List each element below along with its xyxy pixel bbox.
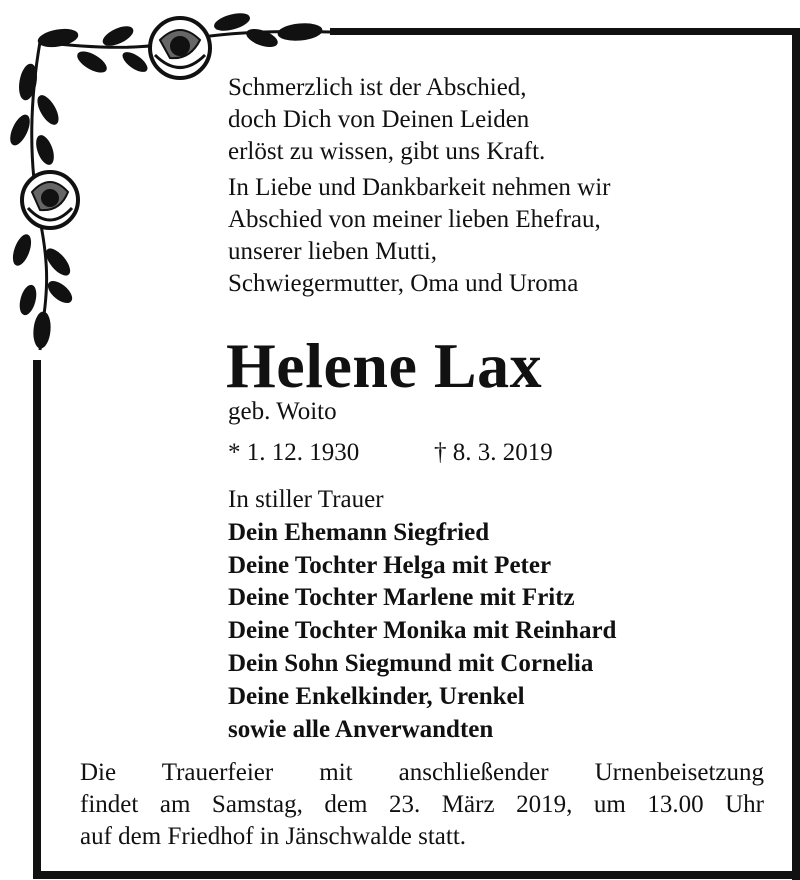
life-dates — [228, 438, 553, 468]
intro-line: Abschied von meiner lieben Ehefrau, — [228, 206, 601, 233]
intro-line: Schwiegermutter, Oma und Uroma — [228, 270, 579, 297]
intro-line: unserer lieben Mutti, — [228, 238, 437, 265]
frame-bottom-border — [33, 871, 800, 879]
intro-line: Schmerzlich ist der Abschied, — [228, 74, 527, 101]
frame-top-border — [330, 28, 800, 35]
birth-date: * 1. 12. 1930 — [228, 439, 360, 466]
intro-line: doch Dich von Deinen Leiden — [228, 106, 530, 133]
intro-line: erlöst zu wissen, gibt uns Kraft. — [228, 138, 546, 165]
mourner-item: Deine Enkelkinder, Urenkel — [228, 682, 525, 710]
funeral-line: findet am Samstag, dem 23. März 2019, um 13.00 Uhr — [80, 791, 764, 818]
mourner-item: Deine Tochter Monika mit Reinhard — [228, 617, 617, 645]
mourner-item: Dein Sohn Siegmund mit Cornelia — [228, 649, 594, 677]
maiden-name: geb. Woito — [228, 398, 337, 425]
deceased-name: Helene Lax — [226, 330, 543, 401]
intro-verse — [228, 72, 611, 300]
mourner-item: Deine Tochter Helga mit Peter — [228, 551, 552, 579]
frame-right-border — [792, 28, 800, 880]
funeral-line: Die Trauerfeier mit anschließender Urnenbeisetzung — [80, 759, 764, 786]
funeral-notice — [80, 757, 764, 853]
mourner-item: Dein Ehemann Siegfried — [228, 518, 490, 546]
mourners-list — [228, 484, 616, 746]
frame-left-border — [33, 360, 41, 879]
mourners-heading: In stiller Trauer — [228, 486, 384, 513]
intro-line: In Liebe und Dankbarkeit nehmen wir — [228, 174, 611, 201]
funeral-line: auf dem Friedhof in Jänschwalde statt. — [80, 823, 467, 850]
mourner-item: Deine Tochter Marlene mit Fritz — [228, 584, 575, 612]
mourner-item: sowie alle Anverwandten — [228, 715, 494, 743]
death-date: † 8. 3. 2019 — [434, 439, 553, 466]
